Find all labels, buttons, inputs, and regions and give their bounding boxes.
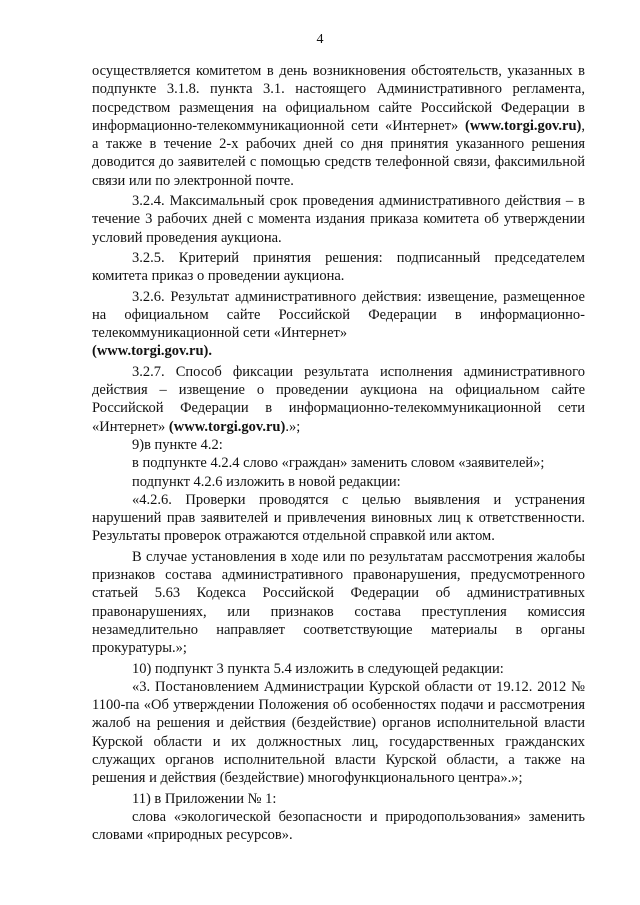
page-number: 4 [316,32,324,47]
item-10: 10) подпункт 3 пункта 5.4 изложить в следующей редакции: [132,660,504,677]
paragraph-3-2-7 [92,363,585,436]
paragraph-text: 3.2.7. Способ фиксации результата исполнения административного действия – извещение о проведении аукциона на официальном сайте Российской Федерации в информационно-телекоммуникационной сети «Интернет» [92,363,585,435]
item-11-sub: слова «экологической безопасности и природопользования» заменить словами «природных ресурсов». [92,808,585,844]
paragraph-tail: . [208,343,213,360]
paragraph-text: осуществляется комитетом в день возникновения обстоятельств, указанных в подпункте 3.1.8. пункта 3.1. настоящего Административного регламента, посредством размещения на официальном сайте Российской Федерации в информационно-телекоммуникационной сети «Интернет» [92,63,585,134]
paragraph-violations: В случае установления в ходе или по результатам рассмотрения жалобы признаков состава административного правонарушения, предусмотренного статьей 5.63 Кодекса Российской Федерации об административных правонарушениях, или признаков состава преступления комиссия незамедлительно направляет соответствующие материалы в органы прокуратуры.»; [92,548,585,657]
paragraph-3-2-3-continuation [92,62,585,190]
paragraph-5-4-3: «3. Постановлением Администрации Курской области от 19.12. 2012 № 1100-па «Об утверждении Положения об особенностях подачи и рассмотрения жалоб на решения и действия (бездействие) органов исполнительной власти Курской области и их должностных лиц, государственных гражданских служащих органов исполнительной власти Курской области, а также на решения и действия (бездействие) многофункционального центра».»; [92,678,585,787]
paragraph-tail: .»; [285,418,301,435]
paragraph-3-2-5: 3.2.5. Критерий принятия решения: подписанный председателем комитета приказ о проведении аукциона. [92,249,585,285]
paragraph-3-2-4: 3.2.4. Максимальный срок проведения административного действия – в течение 3 рабочих дней с момента издания приказа комитета об утверждении условий проведения аукциона. [92,193,585,246]
website-link[interactable]: (www.torgi.gov.ru) [464,117,582,134]
paragraph-text: , а также в течение 2-х рабочих дней со дня принятия указанного решения доводится до заявителей с помощью средств телефонной связи, факсимильной связи или по электронной почте. [92,117,585,189]
paragraph-4-2-6: «4.2.6. Проверки проводятся с целью выявления и устранения нарушений прав заявителей и привлечения виновных лиц к ответственности. Результаты проверок отражаются отдельной справкой или актом. [92,491,585,545]
item-9-sub-2: подпункт 4.2.6 изложить в новой редакции: [132,473,401,490]
website-link[interactable]: (www.torgi.gov.ru) [92,343,209,360]
item-11: 11) в Приложении № 1: [132,790,277,807]
item-9-sub-1: в подпункте 4.2.4 слово «граждан» заменить словом «заявителей»; [132,455,545,472]
document-body [92,62,585,844]
item-9: 9)в пункте 4.2: [132,436,223,453]
paragraph-text: 3.2.6. Результат административного действия: извещение, размещенное на официальном сайте Российской Федерации в информационно-телекоммуникационной сети «Интернет» [92,288,585,342]
paragraph-3-2-6 [92,288,585,361]
website-link[interactable]: (www.torgi.gov.ru) [168,418,286,435]
